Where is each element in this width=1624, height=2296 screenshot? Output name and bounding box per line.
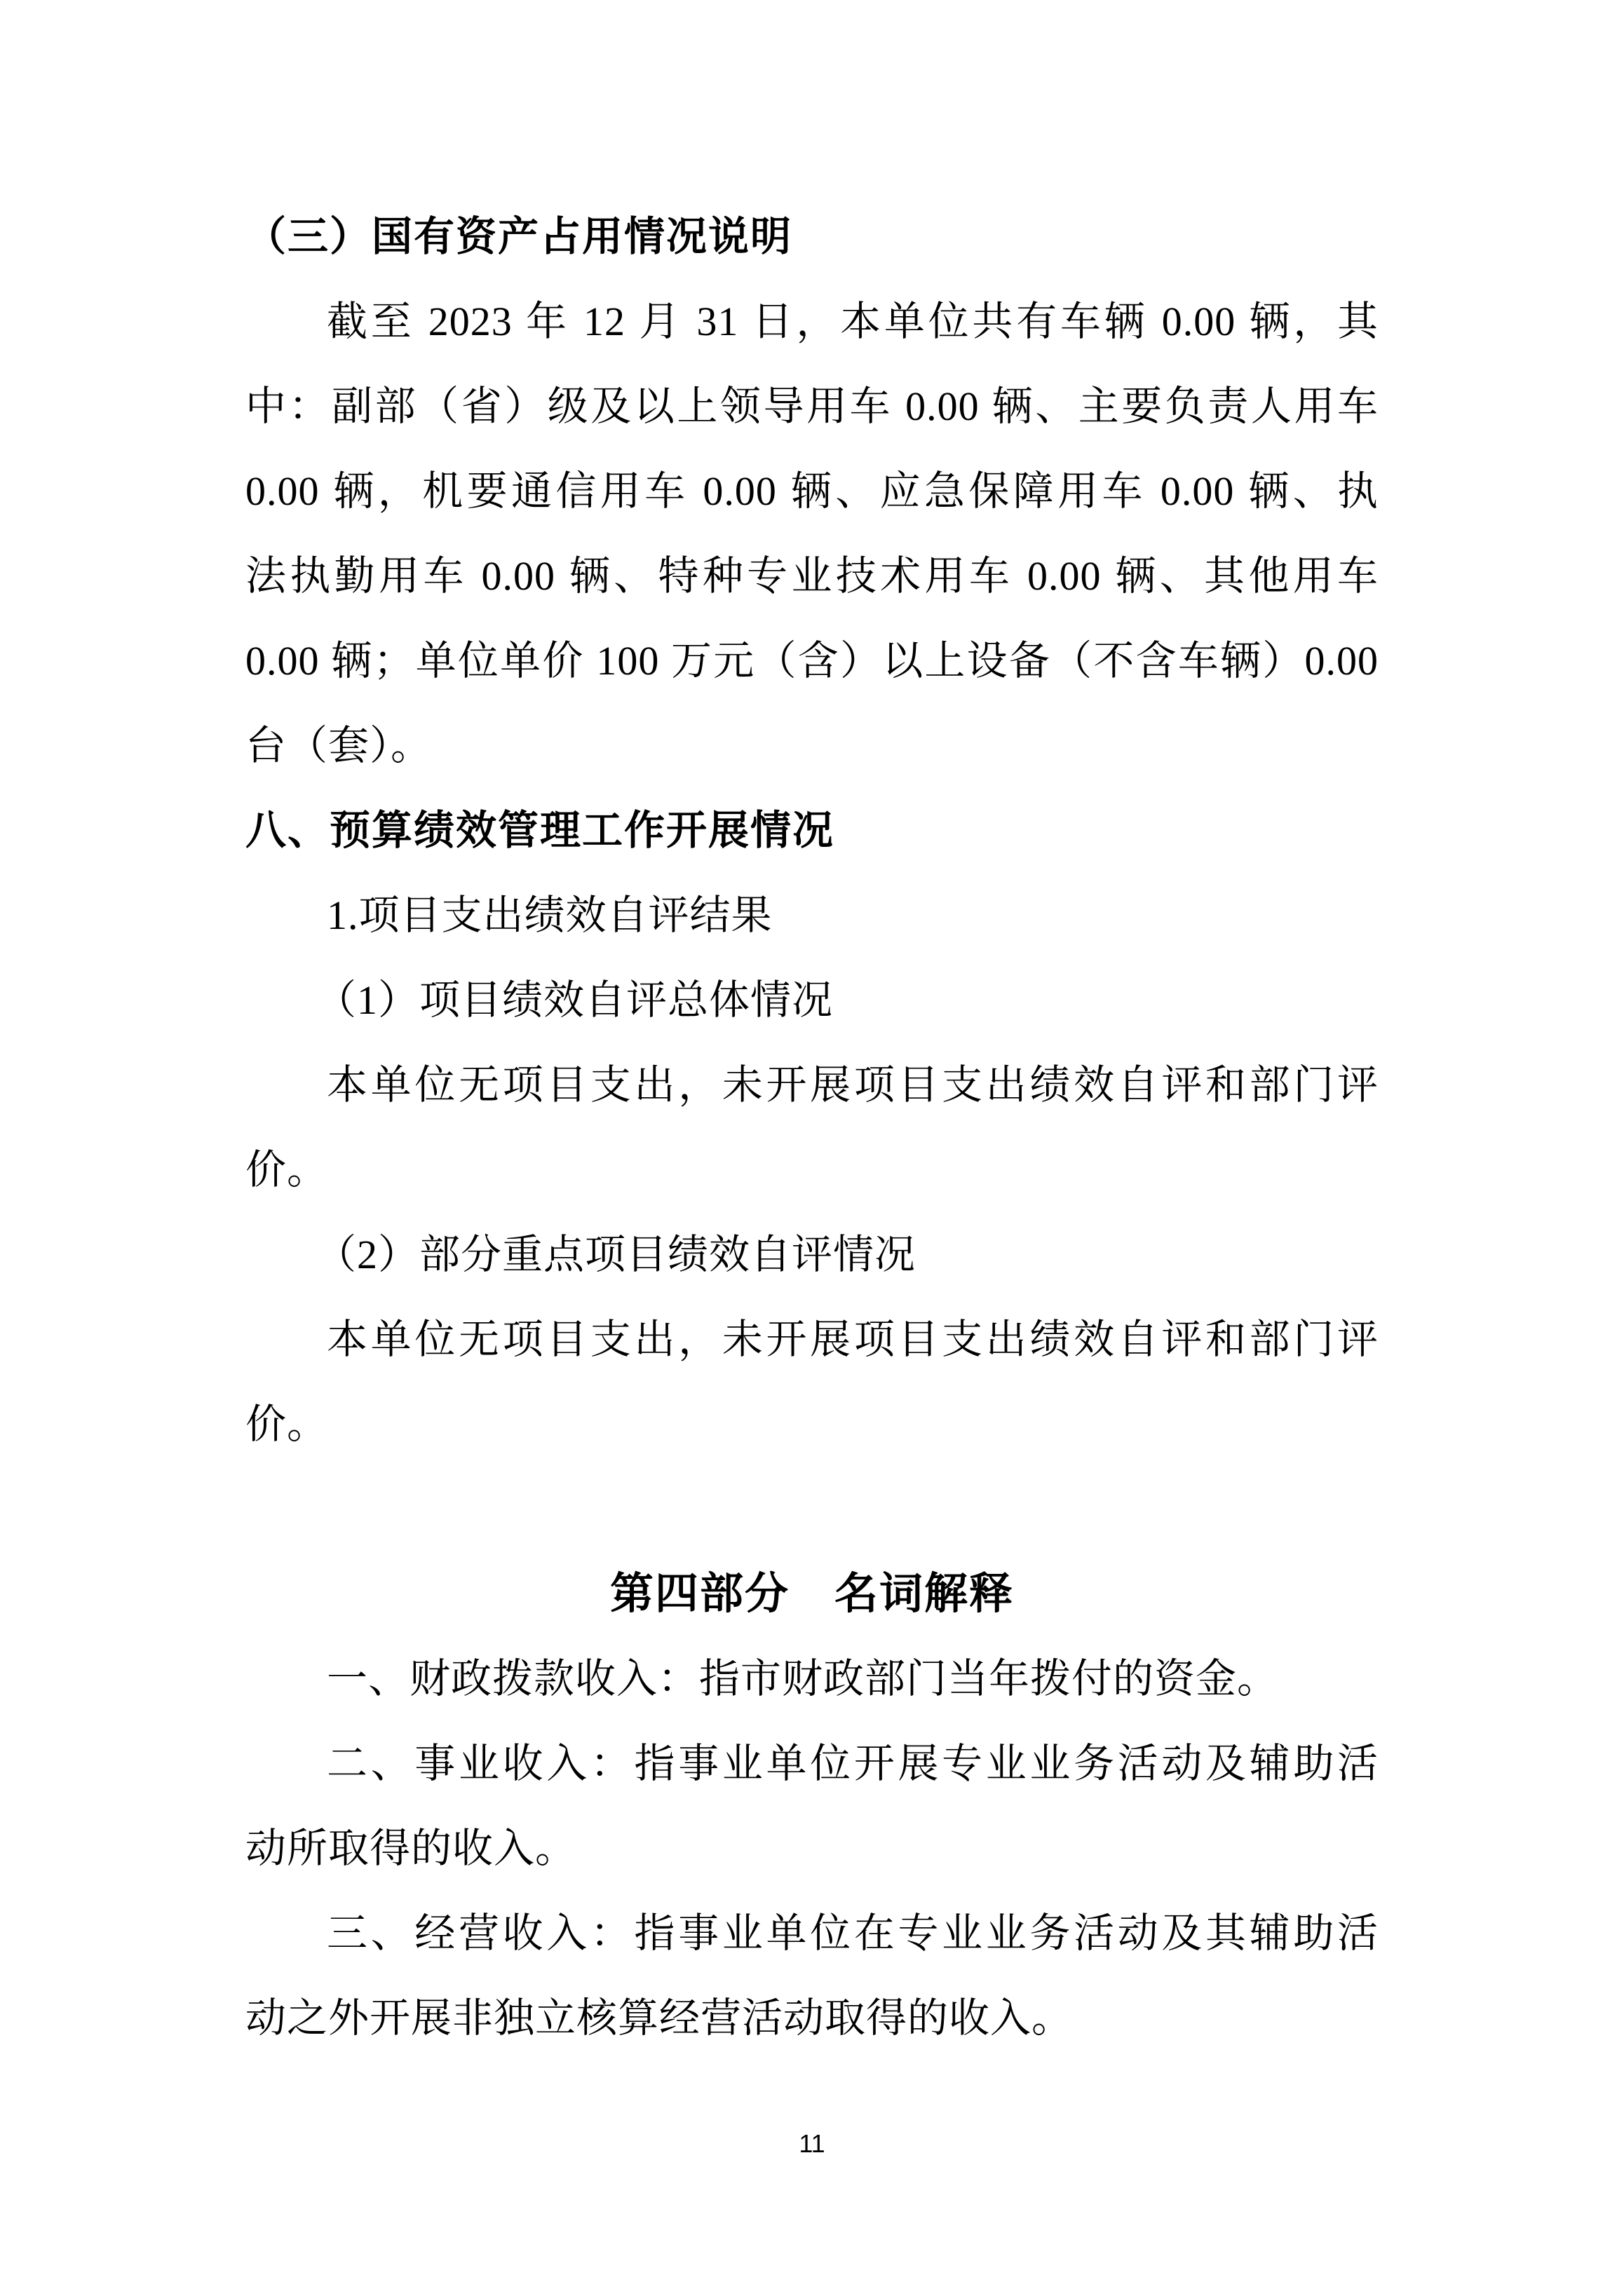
- performance-sub1-line-1: 本单位无项目支出，未开展项目支出绩效自评和部门评: [327, 1062, 1379, 1108]
- assets-paragraph-line-6: 台（套）。: [245, 723, 433, 768]
- part4-term-1: 一、财政拨款收入：指市财政部门当年拨付的资金。: [327, 1656, 1279, 1701]
- part4-term-2-line-1: 二、事业收入：指事业单位开展专业业务活动及辅助活: [327, 1741, 1379, 1786]
- section-assets-heading: （三）国有资产占用情况说明: [245, 214, 793, 259]
- performance-sub2-line-1: 本单位无项目支出，未开展项目支出绩效自评和部门评: [327, 1317, 1379, 1362]
- part4-term-3-line-1: 三、经营收入：指事业单位在专业业务活动及其辅助活: [327, 1910, 1379, 1956]
- assets-paragraph-line-1: 截至 2023 年 12 月 31 日，本单位共有车辆 0.00 辆，其: [327, 299, 1379, 344]
- assets-paragraph-line-4: 法执勤用车 0.00 辆、特种专业技术用车 0.00 辆、其他用车: [245, 553, 1379, 599]
- performance-sub2-line-2: 价。: [245, 1401, 329, 1447]
- performance-sub1-heading: （1）项目绩效自评总体情况: [316, 977, 834, 1023]
- part4-term-2-line-2: 动所取得的收入。: [245, 1826, 577, 1871]
- assets-paragraph-line-5: 0.00 辆；单位单价 100 万元（含）以上设备（不含车辆）0.00: [245, 638, 1379, 684]
- blank-line: [245, 1467, 1379, 1551]
- section-performance-heading: 八、预算绩效管理工作开展情况: [245, 808, 835, 853]
- performance-item-1: 1.项目支出绩效自评结果: [327, 892, 773, 938]
- assets-paragraph-line-3: 0.00 辆，机要通信用车 0.00 辆、应急保障用车 0.00 辆、执: [245, 468, 1379, 514]
- page-number: 11: [799, 2129, 825, 2158]
- assets-paragraph-line-2: 中：副部（省）级及以上领导用车 0.00 辆、主要负责人用车: [245, 383, 1379, 429]
- performance-sub2-heading: （2）部分重点项目绩效自评情况: [316, 1232, 916, 1277]
- performance-sub1-line-2: 价。: [245, 1147, 329, 1193]
- part4-heading: 第四部分 名词解释: [609, 1570, 1014, 1618]
- part4-term-3-line-2: 动之外开展非独立核算经营活动取得的收入。: [245, 1995, 1074, 2041]
- page-body: [245, 194, 1379, 2060]
